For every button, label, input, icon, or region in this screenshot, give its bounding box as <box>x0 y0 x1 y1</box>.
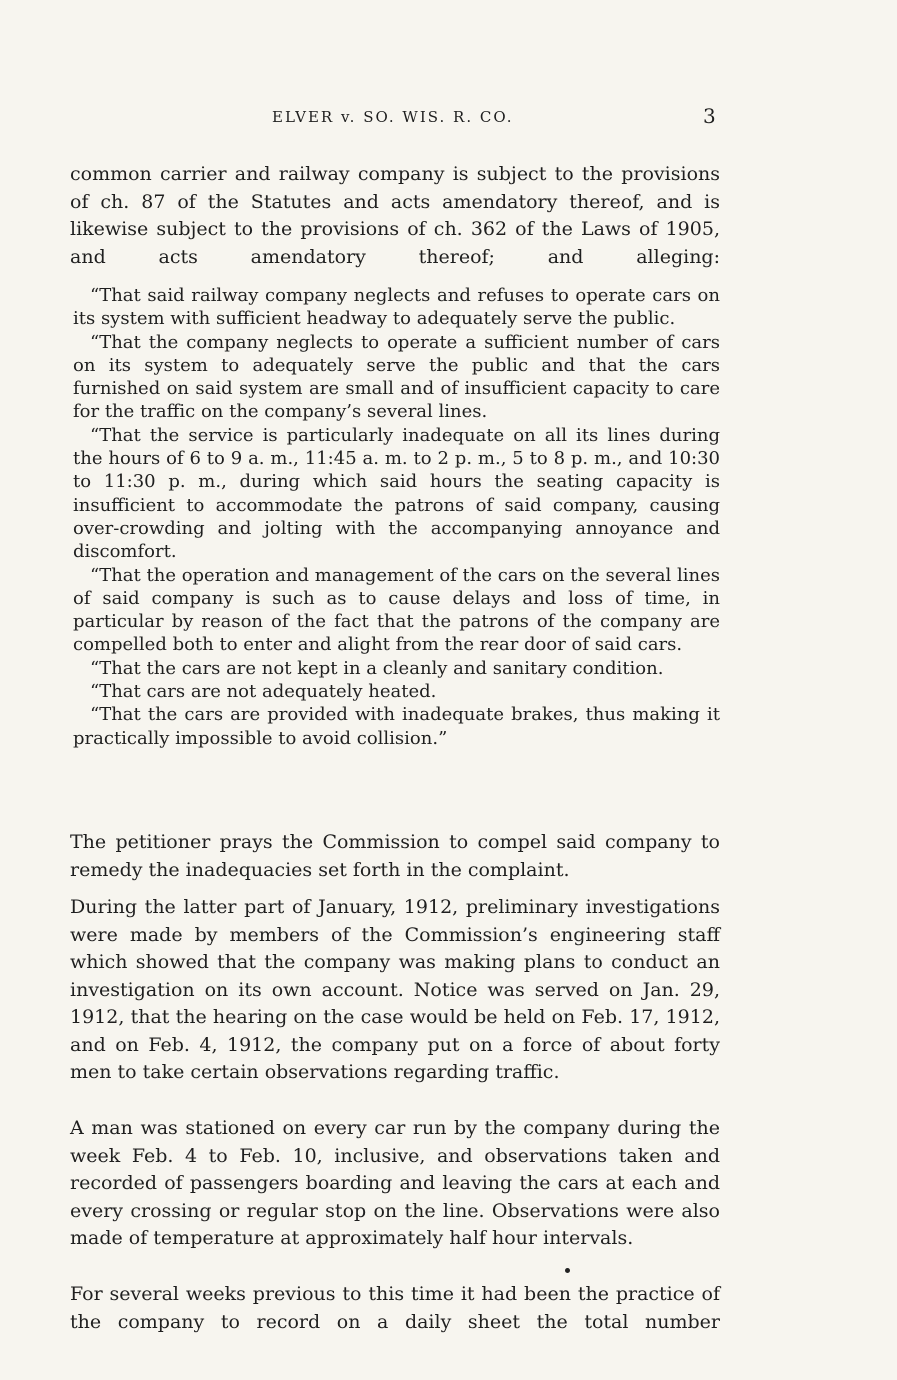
complaint-quote-car-numbers: “That the company neglects to operate a sufficient number of cars on its system to adequately serve the public and that the cars furnished on said system are small and of insufficient capacity to care for the traffic on the company’s several lines. <box>73 331 720 423</box>
complaint-quote-delays: “That the operation and management of the cars on the several lines of said company is such as to cause delays and loss of time, in particular by reason of the fact that the patrons of the company are compelled both to enter and alight from the rear door of said cars. <box>73 564 720 656</box>
complaint-quote-cleanliness: “That the cars are not kept in a cleanly and sanitary condition. <box>90 657 664 679</box>
paragraph-daily-sheet: For several weeks previous to this time it had been the practice of the company to record on a daily sheet the total number <box>70 1283 720 1333</box>
complaint-quote-block <box>73 284 720 750</box>
paragraph-petitioner-prays: The petitioner prays the Commission to compel said company to remedy the inadequacies set forth in the complaint. <box>70 831 720 881</box>
running-head <box>0 104 897 132</box>
complaint-quote-peak-hours: “That the service is particularly inadequate on all its lines during the hours of 6 to 9 a. m., 11:45 a. m. to 2 p. m., 5 to 8 p. m., and 10:30 to 11:30 p. m., during which said hours the seating capacity is insufficient to accommodate the patrons of said company, causing over-crowding and jolting with the accompanying annoyance and discomfort. <box>73 424 720 563</box>
complaint-quote-brakes: “That the cars are provided with inadequate brakes, thus making it practically impossible to avoid collision.” <box>73 704 720 749</box>
ink-speck <box>565 1268 570 1273</box>
running-title: ELVER v. SO. WIS. R. CO. <box>272 108 514 126</box>
paragraph-observations: A man was stationed on every car run by the company during the week Feb. 4 to Feb. 10, inclusive, and observations taken and recorded of passengers boarding and leaving the cars at each and every crossing or regular stop on the line. Observations were also made of temperature at approximately half hour intervals. <box>70 1117 720 1249</box>
page-number: 3 <box>703 104 716 128</box>
complaint-quote-heating: “That cars are not adequately heated. <box>90 681 437 703</box>
complaint-quote-headway: “That said railway company neglects and refuses to operate cars on its system with sufficient headway to adequately serve the public. <box>73 285 720 330</box>
paragraph-carrier-statutes: common carrier and railway company is subject to the provisions of ch. 87 of the Statutes and acts amendatory thereof, and is likewise subject to the provisions of ch. 362 of the Laws of 1905, and acts amendatory thereof; and alleging: <box>70 163 720 268</box>
paragraph-preliminary-investigations: During the latter part of January, 1912, preliminary investigations were made by members of the Commission’s engineering staff which showed that the company was making plans to conduct an investigation on its own account. Notice was served on Jan. 29, 1912, that the hearing on the case would be held on Feb. 17, 1912, and on Feb. 4, 1912, the company put on a force of about forty men to take certain observations regarding traffic. <box>70 896 720 1083</box>
